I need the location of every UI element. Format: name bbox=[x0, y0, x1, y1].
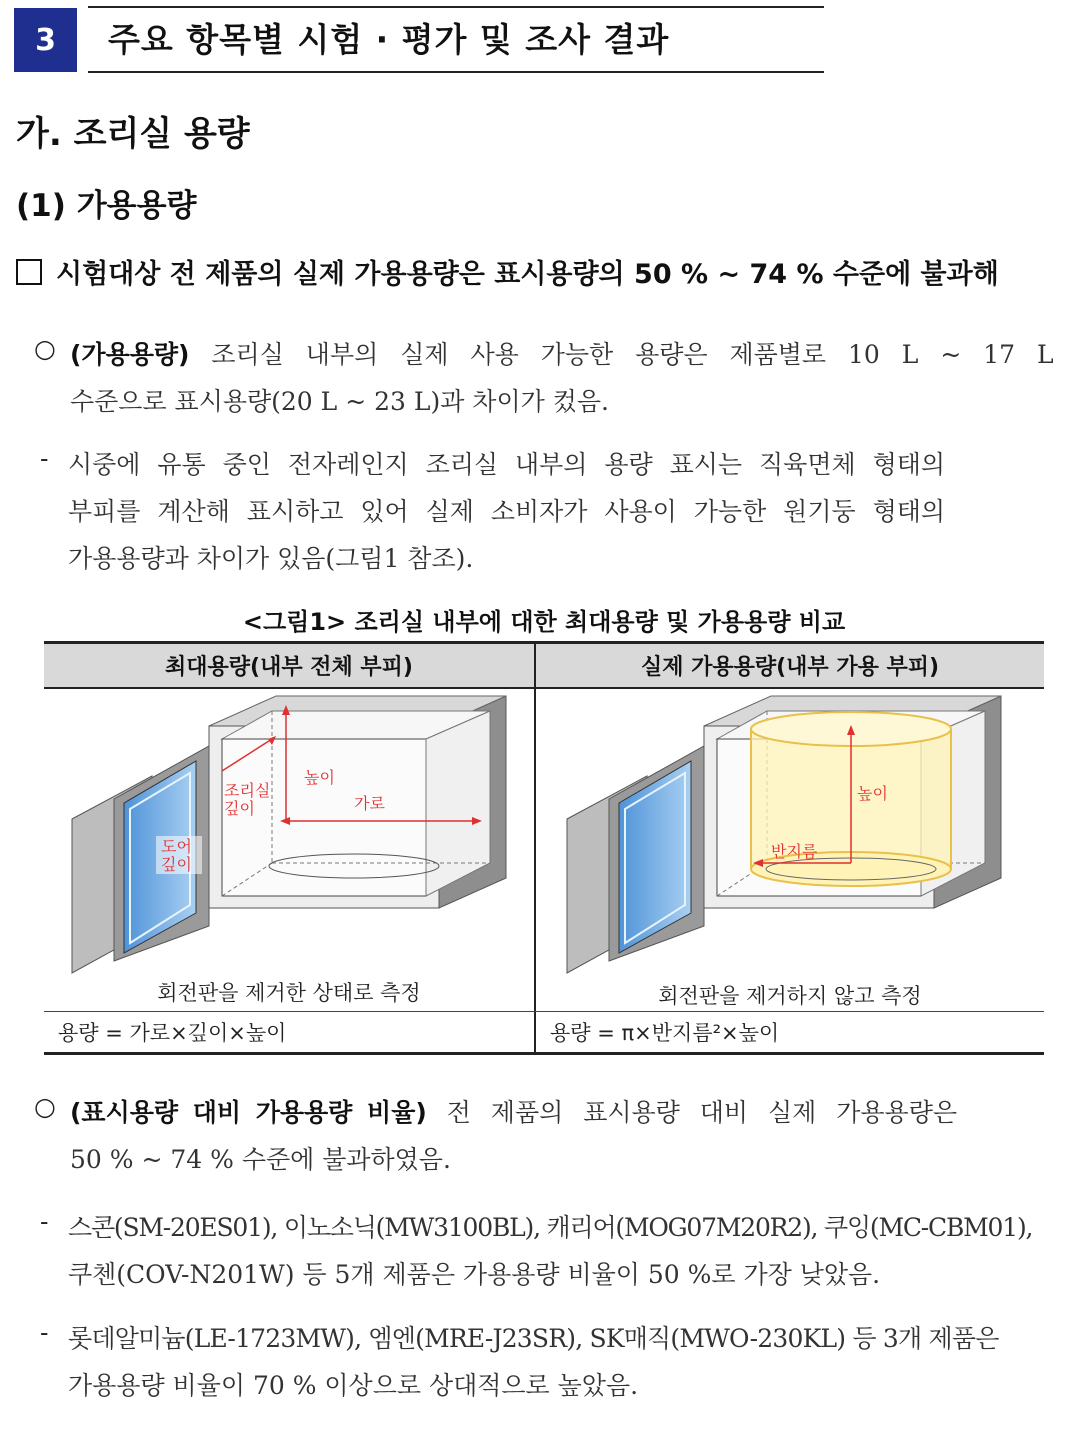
paragraph-bold-label: (가용용량) bbox=[70, 340, 190, 369]
radius-label: 반지름 bbox=[771, 842, 818, 861]
paragraph-line: 시중에 유통 중인 전자레인지 조리실 내부의 용량 표시는 직육면체 형태의 bbox=[68, 450, 946, 479]
width-label: 가로 bbox=[354, 794, 385, 813]
paragraph-line: 쿠첸(COV-N201W) 등 5개 제품은 가용용량 비율이 50 %로 가장 낮았음. bbox=[68, 1260, 881, 1289]
microwave-max-capacity-illustration bbox=[64, 691, 534, 976]
section-header-bottom-rule bbox=[88, 71, 824, 73]
figure-caption: <그림1> 조리실 내부에 대한 최대용량 및 가용용량 비교 bbox=[242, 608, 846, 636]
dash-bullet-icon: - bbox=[40, 1318, 49, 1347]
paragraph-highest-ratio-products bbox=[68, 1315, 1073, 1409]
microwave-usable-capacity-illustration bbox=[559, 691, 1029, 976]
paragraph-line: 스콘(SM-20ES01), 이노소닉(MW3100BL), 캐리어(MOG07M20R2), 쿠잉(MC-CBM01), bbox=[68, 1213, 1033, 1242]
door-depth-label-line1: 도어 bbox=[161, 837, 192, 856]
figure-bottom-rule bbox=[44, 1052, 1044, 1055]
figure-header-usable-capacity: 실제 가용용량(내부 가용 부피) bbox=[536, 641, 1044, 689]
paragraph-line bbox=[70, 1089, 1075, 1136]
paragraph-line: 부피를 계산해 표시하고 있어 실제 소비자가 사용이 가능한 원기둥 형태의 bbox=[68, 497, 946, 526]
paragraph-lowest-ratio-products bbox=[68, 1204, 1073, 1298]
door-depth-label-line2: 깊이 bbox=[161, 855, 192, 874]
depth-label-line1: 조리실 bbox=[224, 781, 271, 800]
paragraph-line: 가용용량 비율이 70 % 이상으로 상대적으로 높았음. bbox=[68, 1371, 639, 1400]
figure-formula-rule bbox=[44, 1011, 1044, 1012]
left-capacity-formula: 용량 = 가로×깊이×높이 bbox=[58, 1021, 287, 1045]
paragraph-line: 가용용량과 차이가 있음(그림1 참조). bbox=[68, 544, 474, 573]
figure-comparison-table bbox=[44, 641, 1044, 1055]
paragraph-capacity-ratio bbox=[70, 1089, 1075, 1183]
paragraph-text: 전 제품의 표시용량 대비 실제 가용용량은 bbox=[426, 1098, 957, 1127]
paragraph-bold-label: (표시용량 대비 가용용량 비율) bbox=[70, 1098, 427, 1127]
left-measurement-caption: 회전판을 제거한 상태로 측정 bbox=[157, 981, 421, 1005]
paragraph-text: 조리실 내부의 실제 사용 가능한 용량은 제품별로 10 L ~ 17 L bbox=[189, 340, 1054, 369]
section-title: 주요 항목별 시험 · 평가 및 조사 결과 bbox=[108, 20, 670, 59]
heading-cooking-chamber-capacity: 가. 조리실 용량 bbox=[16, 114, 250, 154]
circle-bullet-icon: ○ bbox=[34, 1092, 56, 1121]
dash-bullet-icon: - bbox=[40, 444, 49, 473]
paragraph-usable-capacity bbox=[70, 331, 1075, 425]
height-label: 높이 bbox=[304, 768, 335, 787]
dash-bullet-icon: - bbox=[40, 1207, 49, 1236]
right-capacity-formula: 용량 = π×반지름²×높이 bbox=[550, 1021, 780, 1045]
paragraph-capacity-display bbox=[68, 441, 1073, 582]
figure-header-max-capacity: 최대용량(내부 전체 부피) bbox=[44, 641, 534, 689]
checkbox-square-icon bbox=[16, 259, 42, 285]
paragraph-line: 50 % ~ 74 % 수준에 불과하였음. bbox=[70, 1145, 451, 1174]
circle-bullet-icon: ○ bbox=[34, 334, 56, 363]
right-measurement-caption: 회전판을 제거하지 않고 측정 bbox=[658, 984, 922, 1008]
paragraph-line bbox=[70, 331, 1075, 378]
section-header-top-rule bbox=[88, 6, 824, 8]
paragraph-line: 롯데알미늄(LE-1723MW), 엠엔(MRE-J23SR), SK매직(MWO-230KL) 등 3개 제품은 bbox=[68, 1324, 999, 1353]
cylinder-height-label: 높이 bbox=[857, 784, 888, 803]
depth-label-line2: 깊이 bbox=[224, 799, 255, 818]
heading-usable-capacity: (1) 가용용량 bbox=[16, 188, 197, 224]
section-number-badge: 3 bbox=[14, 8, 77, 72]
summary-line bbox=[16, 252, 999, 291]
paragraph-line: 수준으로 표시용량(20 L ~ 23 L)과 차이가 컸음. bbox=[70, 387, 609, 416]
summary-text: 시험대상 전 제품의 실제 가용용량은 표시용량의 50 % ~ 74 % 수준에 불과해 bbox=[56, 259, 999, 290]
